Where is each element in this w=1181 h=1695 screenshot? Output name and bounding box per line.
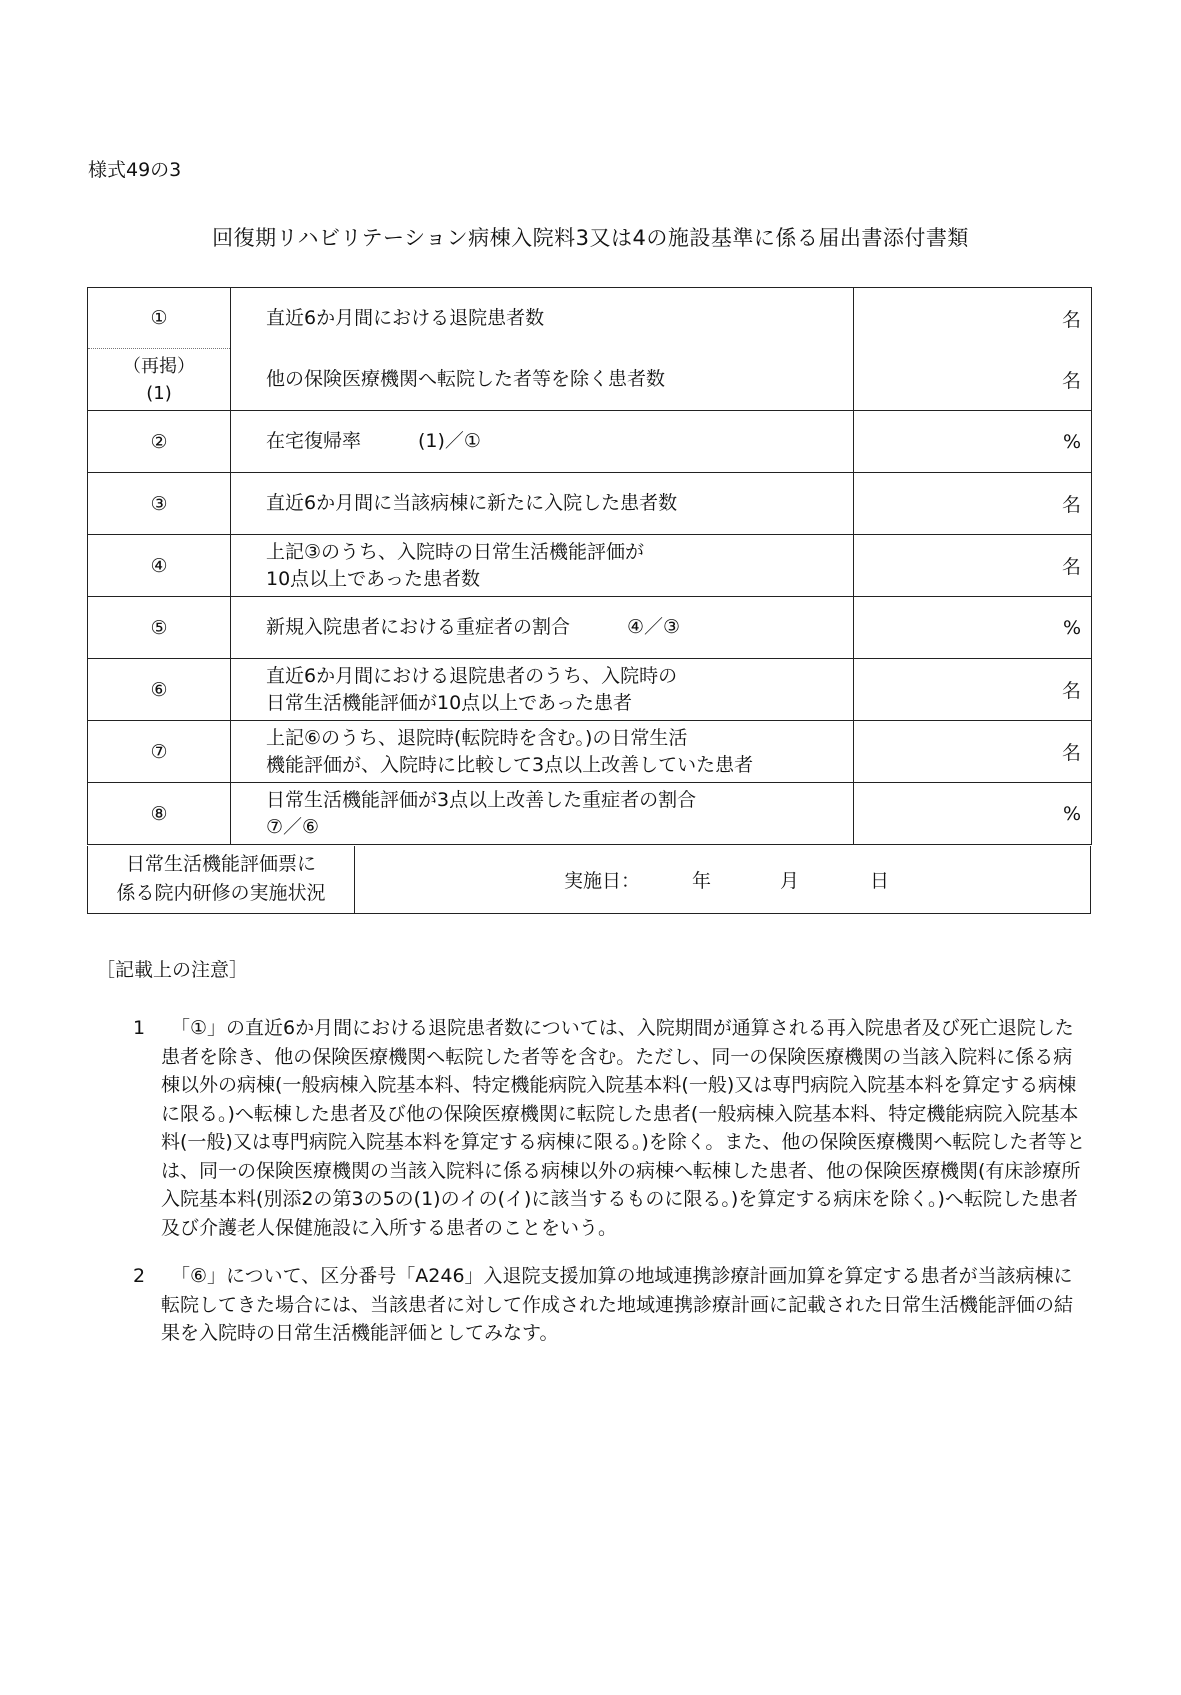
training-date-cell[interactable] <box>355 846 1091 913</box>
month-label: 月 <box>780 870 800 893</box>
table-row <box>88 411 1092 473</box>
row-number: ② <box>88 411 231 473</box>
row-value-cell[interactable] <box>854 597 1092 659</box>
table-row <box>88 659 1092 721</box>
table-row <box>88 349 1092 411</box>
row-unit: % <box>1062 430 1081 453</box>
row-description-line1: 上記⑥のうち、退院時(転院時を含む。)の日常生活 <box>266 726 688 749</box>
row-unit: 名 <box>1061 556 1081 578</box>
note-item <box>133 1014 1091 1242</box>
row-description: 直近6か月間における退院患者数 <box>231 288 854 349</box>
row-description <box>231 783 854 845</box>
row-description-line1: 上記③のうち、入院時の日常生活機能評価が <box>266 540 645 563</box>
row-value-cell[interactable] <box>854 411 1092 473</box>
row-number: ⑧ <box>88 783 231 845</box>
row-value-cell[interactable] <box>854 783 1092 845</box>
row-value-cell[interactable] <box>854 721 1092 783</box>
note-index: 2 <box>133 1265 146 1287</box>
row-unit: 名 <box>1061 308 1081 331</box>
table-row <box>88 783 1092 845</box>
row-number: ④ <box>88 535 231 597</box>
row-description <box>231 535 854 597</box>
training-label-cell <box>88 846 355 913</box>
table-row <box>88 846 1091 913</box>
row-description <box>231 659 854 721</box>
row-description-line1: 日常生活機能評価が3点以上改善した重症者の割合 <box>266 788 697 811</box>
form-number: 様式49の3 <box>88 159 182 181</box>
row-number: ⑦ <box>88 721 231 783</box>
reposted-label: （再掲） <box>123 355 195 377</box>
row-description-line2: 機能評価が、入院時に比較して3点以上改善していた患者 <box>266 753 754 776</box>
row-description <box>231 721 854 783</box>
row-value-cell[interactable] <box>854 535 1092 597</box>
row-description: 新規入院患者における重症者の割合 ④／③ <box>231 597 854 659</box>
table-row <box>88 535 1092 597</box>
date-label: 実施日： <box>564 870 641 893</box>
row-description-line2: 日常生活機能評価が10点以上であった患者 <box>266 691 632 714</box>
row-unit: 名 <box>1061 742 1081 764</box>
training-status-table <box>87 846 1091 914</box>
row-value-cell[interactable] <box>854 659 1092 721</box>
row-description: 在宅復帰率 (1)／① <box>231 411 854 473</box>
row-number: ⑤ <box>88 597 231 659</box>
table-row <box>88 597 1092 659</box>
facility-criteria-table <box>87 287 1092 845</box>
year-label: 年 <box>692 870 712 893</box>
row-unit: % <box>1062 802 1081 825</box>
table-row <box>88 288 1092 349</box>
row-value-cell[interactable] <box>854 349 1092 411</box>
row-unit: 名 <box>1061 494 1081 516</box>
document-title: 回復期リハビリテーション病棟入院料3又は4の施設基準に係る届出書添付書類 <box>212 226 969 250</box>
note-text: 「⑥」について、区分番号「A246」入退院支援加算の地域連携診療計画加算を算定する患者が当該病棟に転院してきた場合には、当該患者に対して作成された地域連携診療計画に記載された日常生活機能評価の結果を入院時の日常生活機能評価としてみなす。 <box>161 1265 1074 1344</box>
row-value-cell[interactable] <box>854 288 1092 349</box>
note-text: 「①」の直近6か月間における退院患者数については、入院期間が通算される再入院患者及び死亡退院した患者を除き、他の保険医療機関へ転院した者等を含む。ただし、同一の保険医療機関の当該入院料に係る病棟以外の病棟(一般病棟入院基本料、特定機能病院入院基本料(一般)又は専門病院入院基本料を算定する病棟に限る。)へ転棟した患者及び他の保険医療機関に転院した患者(一般病棟入院基本料、特定機能病院入院基本料(一般)又は専門病院入院基本料を算定する病棟に限る。)を除く。また、他の保険医療機関へ転院した者等とは、同一の保険医療機関の当該入院料に係る病棟以外の病棟へ転棟した患者、他の保険医療機関(有床診療所入院基本料(別添2の第3の5の(1)のイの(イ)に該当するものに限る。)を算定する病床を除く。)へ転院した患者及び介護老人保健施設に入所する患者のことをいう。 <box>161 1017 1086 1239</box>
row-description-line2: 10点以上であった患者数 <box>266 567 480 590</box>
row-number-reposted <box>88 349 231 411</box>
note-item <box>133 1262 1091 1348</box>
row-unit: 名 <box>1061 369 1081 392</box>
note-index: 1 <box>133 1017 146 1039</box>
notes-heading: ［記載上の注意］ <box>96 959 249 981</box>
table-row <box>88 721 1092 783</box>
reposted-number: (1) <box>146 382 172 404</box>
row-description: 他の保険医療機関へ転院した者等を除く患者数 <box>231 349 854 411</box>
day-label: 日 <box>870 870 890 893</box>
row-description: 直近6か月間に当該病棟に新たに入院した患者数 <box>231 473 854 535</box>
training-label-line2: 係る院内研修の実施状況 <box>116 882 326 905</box>
row-unit: % <box>1062 616 1081 639</box>
row-number: ① <box>88 288 231 349</box>
row-value-cell[interactable] <box>854 473 1092 535</box>
row-unit: 名 <box>1061 680 1081 702</box>
row-description-line1: 直近6か月間における退院患者のうち、入院時の <box>266 664 678 687</box>
row-description-line2: ⑦／⑥ <box>266 815 320 838</box>
row-number: ⑥ <box>88 659 231 721</box>
table-row <box>88 473 1092 535</box>
training-label-line1: 日常生活機能評価票に <box>125 853 316 876</box>
row-number: ③ <box>88 473 231 535</box>
